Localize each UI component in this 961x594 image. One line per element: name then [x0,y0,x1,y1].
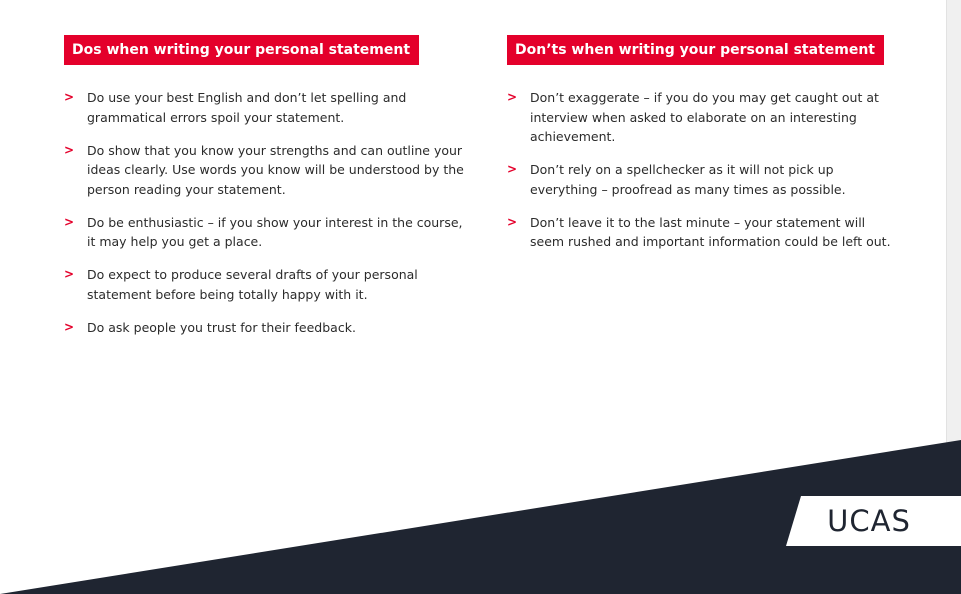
donts-item-text: Don’t exaggerate – if you do you may get caught out at interview when asked to elaborate on an interesting achievement. [530,90,879,144]
chevron-right-icon: > [64,90,75,104]
dos-item-text: Do use your best English and don’t let spelling and grammatical errors spoil your statement. [87,90,407,125]
chevron-right-icon: > [64,142,75,157]
chevron-right-icon: > [507,90,518,104]
chevron-right-icon: > [64,267,75,281]
dos-item-text: Do show that you know your strengths and can outline your ideas clearly. Use words you know will be understood by the person reading your statement. [87,142,464,197]
donts-item-text: Don’t rely on a spellchecker as it will not pick up everything – proofread as many times as possible. [530,162,846,197]
dos-item-text: Do be enthusiastic – if you show your interest in the course, it may help you get a place. [87,214,463,249]
chevron-right-icon: > [64,214,75,229]
donts-heading: Don’ts when writing your personal statement [507,35,884,65]
chevron-right-icon: > [64,319,75,334]
chevron-right-icon: > [507,162,518,176]
donts-item-text: Don’t leave it to the last minute – your statement will seem rushed and important information could be left out. [530,214,891,249]
dos-heading: Dos when writing your personal statement [64,35,419,65]
chevron-right-icon: > [507,214,518,229]
ucas-logo: UCAS [827,504,911,538]
dos-item-text: Do expect to produce several drafts of your personal statement before being totally happy with it. [87,267,418,302]
dos-item-text: Do ask people you trust for their feedback. [87,319,356,335]
